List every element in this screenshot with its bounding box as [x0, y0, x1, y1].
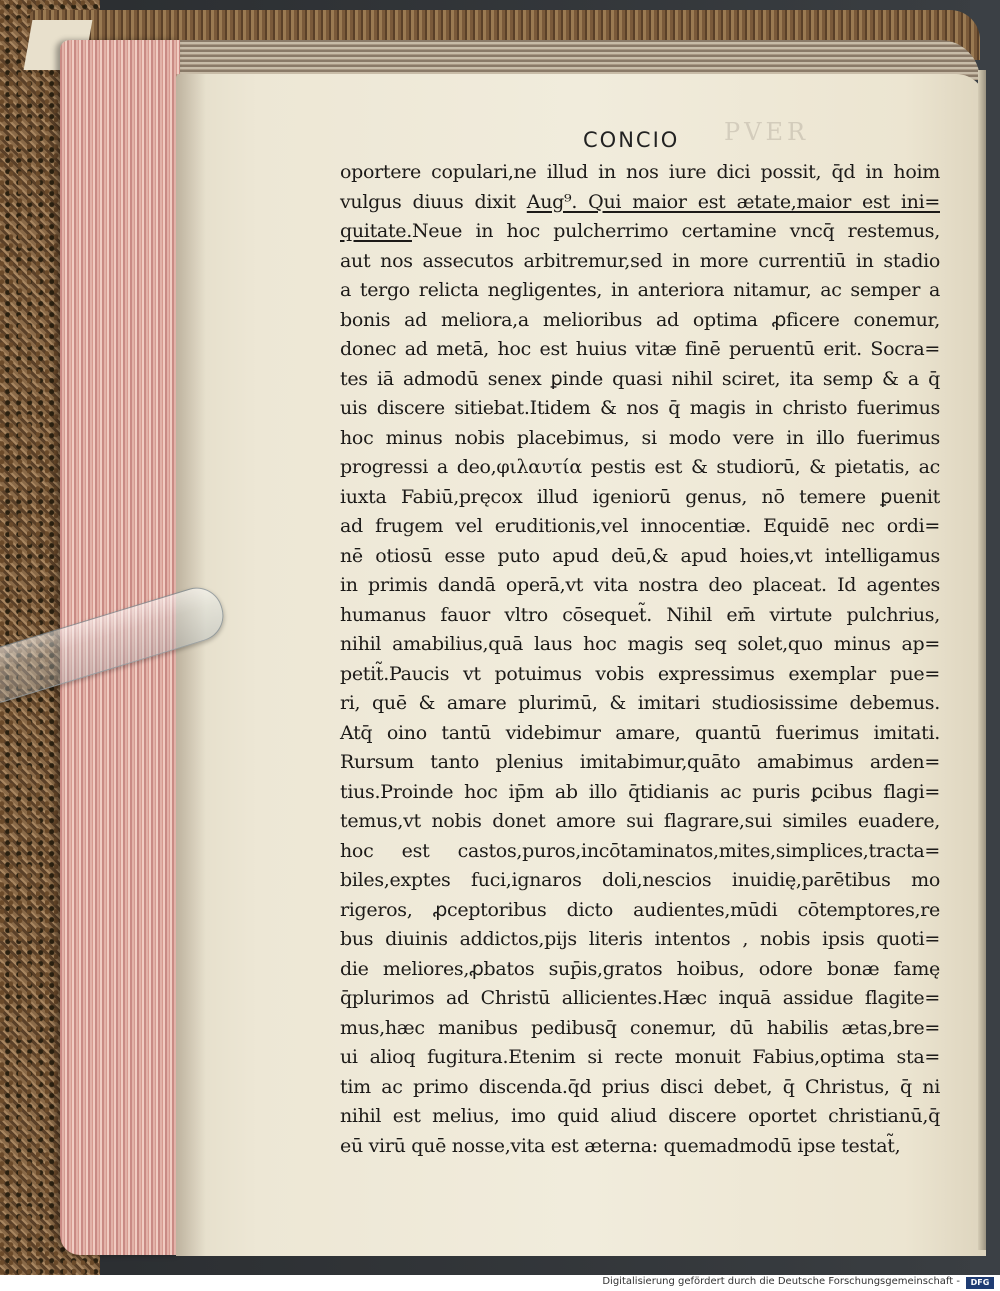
text-line: tes iā admodū senex ꝑinde quasi nihil sciret, ita semp & a q̄	[340, 367, 940, 390]
text-line: a tergo relicta negligentes, in anteriora nitamur, ac semper a	[340, 279, 940, 301]
text-line: aut nos assecutos arbitremur,sed in more currentiū in stadio	[340, 249, 940, 272]
text-line: uis discere sitiebat.Itidem & nos q̄ magis in christo fuerimus	[340, 397, 940, 419]
text-line: Rursum tanto plenius imitabimur,quāto amabimus arden=	[340, 751, 940, 773]
text-line: hoc minus nobis placebimus, si modo vere in illo fuerimus	[340, 426, 940, 449]
text-line: nē otiosū esse puto apud deū,& apud hoies,vt intelligamus	[340, 544, 940, 567]
text-block	[340, 158, 940, 1161]
text-line: tim ac primo discenda.q̄d prius disci debet, q̄ Christus, q̄ ni	[340, 1075, 940, 1098]
underlined-quote: Aug⁹. Qui maior est ætate,maior est ini=	[526, 190, 940, 213]
footer-strip	[0, 1275, 1000, 1291]
text-line: hoc est castos,puros,incōtaminatos,mites,simplices,tracta=	[340, 839, 940, 862]
text-line: q̄plurimos ad Christū allicientes.Hæc inquā assidue flagite=	[340, 987, 940, 1009]
text-line: bus diuinis addictos,pijs literis intentos , nobis ipsis quoti=	[340, 928, 940, 950]
text-line: donec ad metā, hoc est huius vitæ finē peruentū erit. Socra=	[340, 338, 940, 360]
right-page-fold	[978, 70, 986, 1250]
text-line: ri, quē & amare plurimū, & imitari studiosissime debemus.	[340, 692, 940, 714]
text-line: rigeros, ꝓceptoribus dicto audientes,mūdi cōtemptores,re	[340, 898, 940, 921]
text-line: nihil amabilius,quā laus hoc magis seq solet,quo minus ap=	[340, 633, 940, 655]
text-line: temus,vt nobis donet amore sui flagrare,sui similes euadere,	[340, 810, 940, 832]
text-line: ui alioq fugitura.Etenim si recte monuit Fabius,optima sta=	[340, 1046, 940, 1068]
text-line: die meliores,ꝓbatos sup̄is,gratos hoibus, odore bonæ famę	[340, 957, 940, 980]
text-line: Atq̄ oino tantū videbimur amare, quantū fuerimus imitati.	[340, 721, 940, 744]
text-line: petit̃.Paucis vt potuimus vobis expressimus exemplar pue=	[340, 662, 940, 685]
text-line: humanus fauor vltro cōsequet̃. Nihil em̄ virtute pulchrius,	[340, 603, 940, 626]
text-line: quitate.Neue in hoc pulcherrimo certamine vncq̄ restemus,	[340, 220, 940, 242]
text-line: ad frugem vel eruditionis,vel innocentiæ. Equidē nec ordi=	[340, 515, 940, 537]
text-line: eū virū quē nosse,vita est æterna: quemadmodū ipse testat̃,	[340, 1134, 901, 1157]
text-line: progressi a deo,φιλαυτία pestis est & studiorū, & pietatis, ac	[340, 456, 940, 478]
text-line: oportere copulari,ne illud in nos iure dici possit, q̄d in hoim	[340, 161, 940, 183]
text-line: nihil est melius, imo quid aliud discere oportet christianū,q̄	[340, 1105, 940, 1127]
underlined-quote: quitate.	[340, 220, 412, 242]
text-line: biles,exptes fuci,ignaros doli,nescios inuidię,parētibus mo	[340, 869, 940, 891]
footer-credit: Digitalisierung gefördert durch die Deutsche Forschungsgemeinschaft -	[602, 1276, 960, 1287]
dfg-logo[interactable]: DFG	[966, 1277, 994, 1289]
text-line: in primis dandā operā,vt vita nostra deo placeat. Id agentes	[340, 574, 940, 596]
running-title: CONCIO	[583, 128, 680, 152]
text-line: tius.Proinde hoc ip̄m ab illo q̄tidianis ac puris ꝑcibus flagi=	[340, 780, 940, 803]
text-line: mus,hæc manibus pedibusq̄ conemur, dū habilis ætas,bre=	[340, 1016, 940, 1039]
text-line: vulgus diuus dixit Aug⁹. Qui maior est ætate,maior est ini=	[340, 190, 940, 213]
bleed-through-title: PVER	[724, 118, 810, 146]
text-line: bonis ad meliora,a melioribus ad optima ꝓficere conemur,	[340, 308, 940, 331]
text-line: iuxta Fabiū,pręcox illud igeniorū genus, nō temere ꝑuenit	[340, 485, 940, 508]
gutter-shadow	[176, 74, 206, 1256]
